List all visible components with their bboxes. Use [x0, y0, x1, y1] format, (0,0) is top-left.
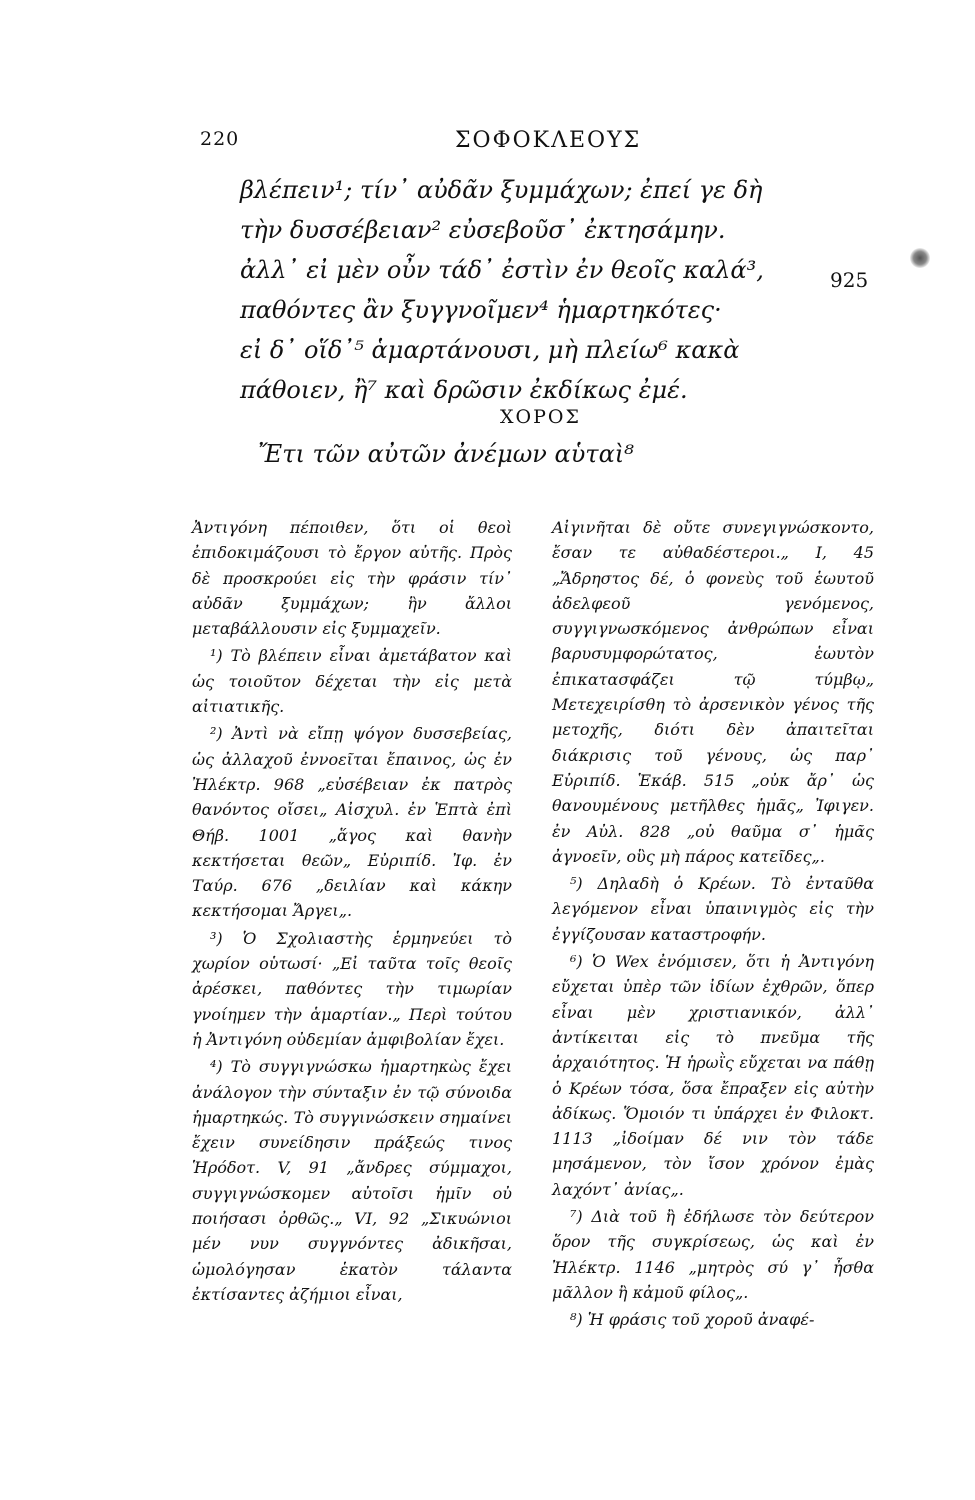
verse-line: εἰ δ᾽ οἵδ᾽⁵ ἁμαρτάνουσι, μὴ πλείω⁶ κακὰ: [240, 336, 740, 364]
verse-line-number: 925: [830, 268, 869, 292]
footnote-paragraph: ⁵) Δηλαδὴ ὁ Κρέων. Τὸ ἐνταῦθα λεγόμενον εἶναι ὑπαινιγμὸς εἰς τὴν ἐγγίζουσαν καταστροφήν.: [552, 874, 874, 944]
verse-line: παθόντες ἂν ξυγγνοῖμεν⁴ ἡμαρτηκότες·: [240, 296, 722, 324]
footnote-paragraph: Αἰγινῆται δὲ οὔτε συνεγιγνώσκοντο, ἔσαν τε αὐθαδέστεροι.„ I, 45 „Ἄδρηστος δέ, ὁ φονεὺς τοῦ ἑωυτοῦ ἀδελφεοῦ γενόμενος, συγγιγνωσκόμενος ἀνθρώπων εἶναι βαρυσυμφορώτατος, ἑωυτὸν ἐπικατασφάζει τῷ τύμβῳ„ Μετεχειρίσθη τὸ ἀρσενικὸν γένος τῆς μετοχῆς, διότι δὲν ἀπαιτεῖται διάκρισις τοῦ γένους, ὡς παρ᾽ Εὐριπίδ. Ἑκάβ. 515 „οὐκ ἄρ᾽ ὡς θανουμένους μετῆλθες ἡμᾶς„ Ἰφιγεν. ἐν Αὐλ. 828 „οὐ θαῦμα σ᾽ ἡμᾶς ἀγνοεῖν, οὓς μὴ πάρος κατεῖδες„.: [552, 518, 874, 866]
chorus-verse-line: Ἔτι τῶν αὐτῶν ἀνέμων αὑταὶ⁸: [258, 440, 634, 468]
page-number: 220: [200, 128, 240, 150]
verse-block: [240, 170, 764, 410]
verse-line: ἀλλ᾽ εἰ μὲν οὖν τάδ᾽ ἐστὶν ἐν θεοῖς καλά³,: [240, 256, 764, 284]
footnote-paragraph: ²) Ἀντὶ νὰ εἴπῃ ψόγον δυσσεβείας, ὡς ἀλλαχοῦ ἐννοεῖται ἔπαινος, ὡς ἐν Ἠλέκτρ. 968 „εὐσέβειαν ἐκ πατρὸς θανόντος οἴσει„ Αἰσχυλ. ἐν Ἑπτὰ ἐπὶ Θήβ. 1001 „ἅγος καὶ θανὴν κεκτήσεται θεῶν„ Εὐριπίδ. Ἰφ. ἐν Ταύρ. 676 „δειλίαν καὶ κάκην κεκτήσομαι Ἄργει„.: [192, 724, 512, 921]
footnote-paragraph: ⁸) Ἡ φράσις τοῦ χοροῦ ἀναφέ-: [570, 1310, 815, 1330]
footnotes-right-column: [552, 515, 874, 1335]
footnote-paragraph: ¹) Τὸ βλέπειν εἶναι ἀμετάβατον καὶ ὡς τοιοῦτον δέχεται τὴν εἰς μετὰ αἰτιατικῆς.: [192, 646, 512, 717]
ink-blot: [910, 248, 930, 268]
footnote-paragraph: ⁶) Ὁ Wex ἐνόμισεν, ὅτι ἡ Ἀντιγόνη εὔχεται ὑπὲρ τῶν ἰδίων ἐχθρῶν, ὅπερ εἶναι μὲν χριστιανικόν, ἀλλ᾽ ἀντίκειται εἰς τὸ πνεῦμα τῆς ἀρχαιότητος. Ἡ ἡρωῒς εὔχεται να πάθῃ ὁ Κρέων τόσα, ὅσα ἔπραξεν εἰς αὐτὴν ἀδίκως. Ὅμοιόν τι ὑπάρχει ἐν Φιλοκτ. 1113 „ἰδοίμαν δέ νιν τὸν τάδε μησάμενον, τὸν ἴσον χρόνον ἐμὰς λαχόντ᾽ ἀνίας„.: [552, 952, 874, 1199]
speaker-heading: ΧΟΡΟΣ: [500, 406, 581, 428]
verse-line: πάθοιεν, ἢ⁷ καὶ δρῶσιν ἐκδίκως ἐμέ.: [240, 376, 688, 404]
verse-line: βλέπειν¹; τίν᾽ αὐδᾶν ξυμμάχων; ἐπεί γε δὴ: [240, 176, 763, 204]
footnote-paragraph: Ἀντιγόνη πέποιθεν, ὅτι οἱ θεοὶ ἐπιδοκιμάζουσι τὸ ἔργον αὐτῆς. Πρὸς δὲ προσκρούει εἰς τὴν φράσιν τίν᾽ αὐδᾶν ξυμμάχων; ἣν ἄλλοι μεταβάλλουσιν εἰς ξυμμαχεῖν.: [192, 518, 512, 639]
running-head: ΣΟΦΟΚΛΕΟΥΣ: [455, 128, 642, 153]
footnote-paragraph: ⁴) Τὸ συγγιγνώσκω ἡμαρτηκὼς ἔχει ἀνάλογον τὴν σύνταξιν ἐν τῷ σύνοιδα ἡμαρτηκώς. Τὸ συγγινώσκειν σημαίνει ἔχειν συνείδησιν πράξεώς τινος Ἡρόδοτ. V, 91 „ἄνδρες σύμμαχοι, συγγιγνώσκομεν αὐτοῖσι ἡμῖν οὐ ποιήσασι ὀρθῶς.„ VI, 92 „Σικυώνιοι μέν νυν συγγνόντες ἀδικῆσαι, ὡμολόγησαν ἑκατὸν τάλαντα ἐκτίσαντες ἀζήμιοι εἶναι,: [192, 1057, 512, 1304]
footnotes-left-column: [192, 515, 512, 1309]
footnote-paragraph: ³) Ὁ Σχολιαστὴς ἑρμηνεύει τὸ χωρίον οὑτωσί· „Εἰ ταῦτα τοῖς θεοῖς ἀρέσκει, παθόντες τὴν τιμωρίαν γνοίημεν τὴν ἁμαρτίαν.„ Περὶ τούτου ἡ Ἀντιγόνη οὐδεμίαν ἀμφιβολίαν ἔχει.: [192, 928, 512, 1049]
footnote-paragraph: ⁷) Διὰ τοῦ ἢ ἐδήλωσε τὸν δεύτερον ὅρον τῆς συγκρίσεως, ὡς καὶ ἐν Ἠλέκτρ. 1146 „μητρὸς σύ γ᾽ ἦσθα μᾶλλον ἢ κἀμοῦ φίλος„.: [552, 1207, 874, 1302]
verse-line: τὴν δυσσέβειαν² εὐσεβοῦσ᾽ ἐκτησάμην.: [240, 216, 726, 244]
